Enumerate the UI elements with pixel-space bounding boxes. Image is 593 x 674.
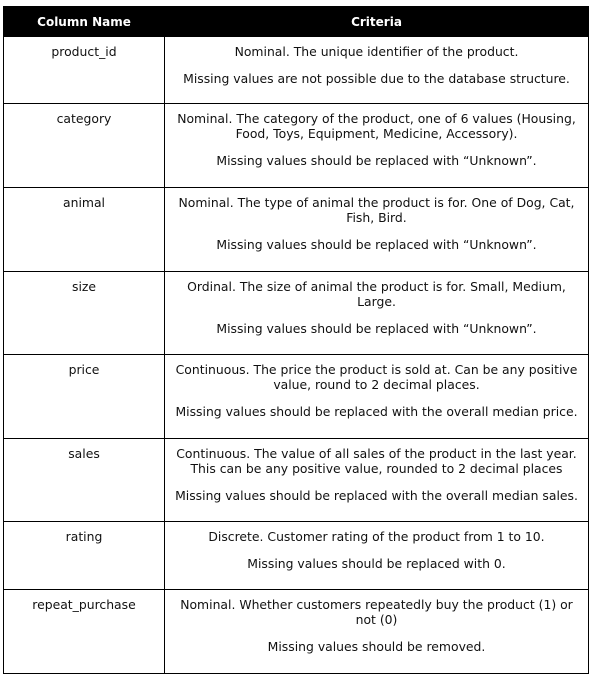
- criteria-missing-rule: Missing values should be removed.: [267, 639, 486, 654]
- criteria-cell: [165, 272, 589, 355]
- table-row: [4, 272, 589, 355]
- criteria-cell: [165, 37, 589, 104]
- column-name-cell: price: [4, 355, 165, 439]
- column-name-cell: repeat_purchase: [4, 590, 165, 674]
- table-row: [4, 188, 589, 272]
- criteria-missing-rule: Missing values should be replaced with 0.: [247, 556, 506, 571]
- criteria-missing-rule: Missing values are not possible due to the database structure.: [183, 71, 570, 86]
- criteria-missing-rule: Missing values should be replaced with “Unknown”.: [216, 321, 537, 336]
- table-row: [4, 104, 589, 188]
- criteria-missing-rule: Missing values should be replaced with the overall median sales.: [175, 488, 578, 503]
- header-criteria: Criteria: [165, 7, 589, 37]
- data-dictionary-table-wrapper: [3, 6, 588, 674]
- criteria-description: Nominal. The category of the product, one of 6 values (Housing, Food, Toys, Equipment, Medicine, Accessory).: [177, 111, 576, 141]
- criteria-description: Continuous. The price the product is sold at. Can be any positive value, round to 2 decimal places.: [175, 362, 578, 392]
- column-name-cell: animal: [4, 188, 165, 272]
- criteria-cell: [165, 355, 589, 439]
- criteria-cell: [165, 590, 589, 674]
- header-row: [4, 7, 589, 37]
- criteria-cell: [165, 188, 589, 272]
- criteria-cell: [165, 522, 589, 590]
- column-name-cell: size: [4, 272, 165, 355]
- criteria-cell: [165, 439, 589, 522]
- column-name-cell: product_id: [4, 37, 165, 104]
- criteria-missing-rule: Missing values should be replaced with “Unknown”.: [216, 237, 537, 252]
- criteria-missing-rule: Missing values should be replaced with “Unknown”.: [216, 153, 537, 168]
- table-row: [4, 522, 589, 590]
- table-row: [4, 37, 589, 104]
- table-row: [4, 355, 589, 439]
- data-dictionary-table: [3, 6, 589, 674]
- column-name-cell: category: [4, 104, 165, 188]
- criteria-description: Ordinal. The size of animal the product is for. Small, Medium, Large.: [187, 279, 566, 309]
- criteria-description: Continuous. The value of all sales of the product in the last year. This can be any positive value, rounded to 2 decimal places: [176, 446, 577, 476]
- table-row: [4, 439, 589, 522]
- criteria-description: Discrete. Customer rating of the product from 1 to 10.: [208, 529, 545, 544]
- criteria-description: Nominal. Whether customers repeatedly buy the product (1) or not (0): [180, 597, 573, 627]
- criteria-description: Nominal. The unique identifier of the product.: [234, 44, 519, 59]
- table-row: [4, 590, 589, 674]
- criteria-missing-rule: Missing values should be replaced with the overall median price.: [175, 404, 578, 419]
- criteria-description: Nominal. The type of animal the product is for. One of Dog, Cat, Fish, Bird.: [178, 195, 575, 225]
- criteria-cell: [165, 104, 589, 188]
- column-name-cell: rating: [4, 522, 165, 590]
- header-column-name: Column Name: [4, 7, 165, 37]
- column-name-cell: sales: [4, 439, 165, 522]
